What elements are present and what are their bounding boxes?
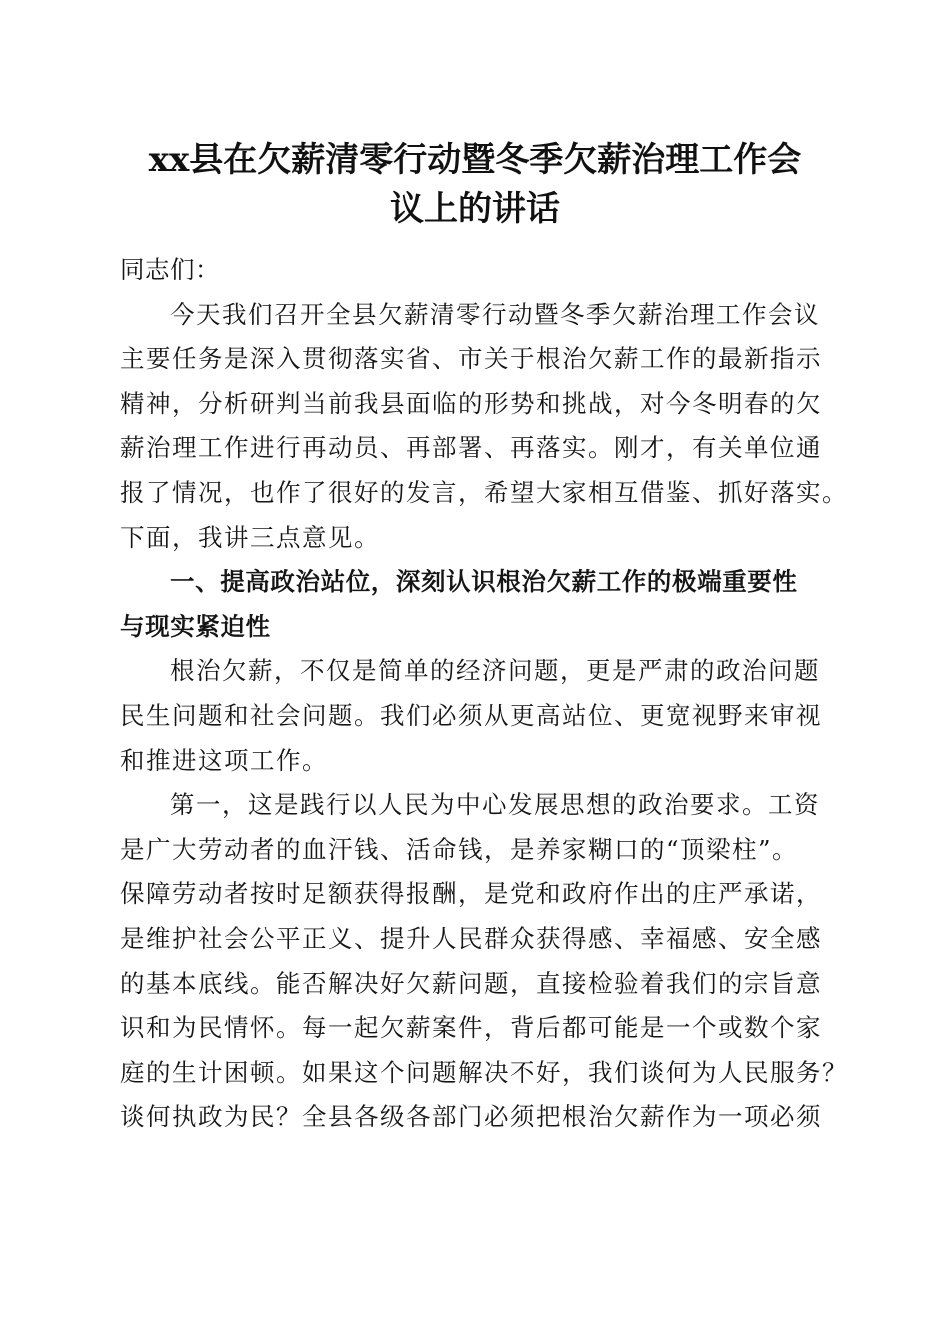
greeting: [120, 248, 840, 293]
document-body: [120, 248, 848, 1140]
section-heading-line: 一、提高政治站位，深刻认识根治欠薪工作的极端重要性: [170, 567, 798, 597]
document-title: [100, 136, 850, 234]
intro-line: 报了情况，也作了很好的发言，希望大家相互借鉴、抓好落实。: [120, 477, 848, 507]
paragraph-line: 的基本底线。能否解决好欠薪问题，直接检验着我们的宗旨意: [120, 968, 822, 998]
title-line-1: xx县在欠薪清零行动暨冬季欠薪治理工作会: [148, 140, 802, 180]
intro-line: 精神，分析研判当前我县面临的形势和挑战，对今冬明春的欠: [120, 388, 822, 418]
paragraph-line: 识和为民情怀。每一起欠薪案件，背后都可能是一个或数个家: [120, 1013, 822, 1043]
paragraph-line: 民生问题和社会问题。我们必须从更高站位、更宽视野来审视: [120, 700, 822, 730]
title-line-2: 议上的讲话: [390, 189, 560, 229]
paragraph-line: 是广大劳动者的血汗钱、活命钱，是养家糊口的“顶梁柱”。: [120, 834, 799, 864]
section-1-paragraph-1: [120, 649, 840, 783]
section-heading-1: [120, 560, 840, 649]
intro-paragraph: [120, 293, 848, 561]
intro-line: 薪治理工作进行再动员、再部署、再落实。刚才，有关单位通: [120, 433, 822, 463]
section-heading-line: 与现实紧迫性: [120, 611, 271, 641]
paragraph-line: 庭的生计困顿。如果这个问题解决不好，我们谈何为人民服务？: [120, 1057, 848, 1087]
paragraph-line: 谈何执政为民？全县各级各部门必须把根治欠薪作为一项必须: [120, 1102, 822, 1132]
intro-line: 下面，我讲三点意见。: [120, 522, 380, 552]
paragraph-line: 保障劳动者按时足额获得报酬，是党和政府作出的庄严承诺，: [120, 879, 822, 909]
paragraph-line: 根治欠薪，不仅是简单的经济问题，更是严肃的政治问题: [170, 656, 820, 686]
section-1-paragraph-2: [120, 783, 848, 1140]
greeting-line: 同志们：: [120, 255, 220, 284]
intro-line: 今天我们召开全县欠薪清零行动暨冬季欠薪治理工作会议: [170, 299, 820, 329]
paragraph-line: 第一，这是践行以人民为中心发展思想的政治要求。工资: [170, 790, 820, 820]
intro-line: 主要任务是深入贯彻落实省、市关于根治欠薪工作的最新指示: [120, 344, 822, 374]
paragraph-line: 是维护社会公平正义、提升人民群众获得感、幸福感、安全感: [120, 923, 822, 953]
paragraph-line: 和推进这项工作。: [120, 745, 328, 775]
